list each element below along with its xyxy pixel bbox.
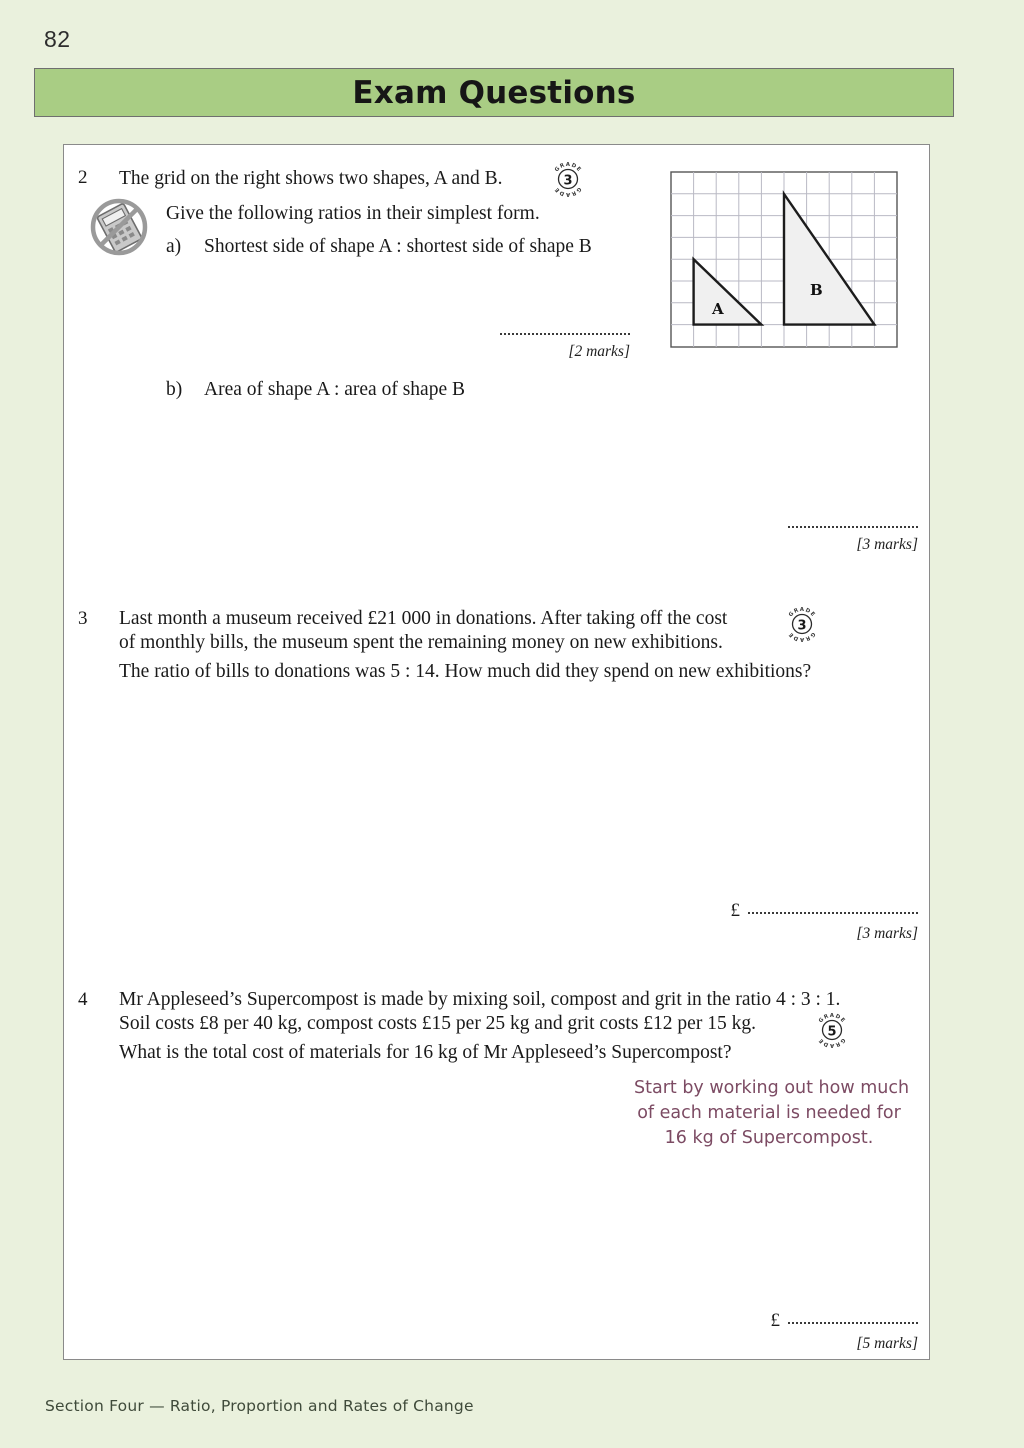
hint-line-1: Start by working out how much <box>634 1078 910 1098</box>
grade-badge-number-q2: 3 <box>563 173 573 189</box>
question-4-line-1: Mr Appleseed’s Supercompost is made by mixing soil, compost and grit in the ratio 4 : 3 : 1. <box>119 989 841 1010</box>
hint-line-2: of each material is needed for <box>637 1103 901 1123</box>
grade-badge-question-3 <box>782 604 822 644</box>
currency-symbol-q3: £ <box>730 900 740 921</box>
footer-section-label: Section Four — Ratio, Proportion and Rates of Change <box>45 1397 474 1415</box>
exam-questions-banner <box>34 68 954 117</box>
marks-q2a: [2 marks] <box>568 343 630 360</box>
question-3-number: 3 <box>78 608 88 629</box>
svg-text:GRADE <box>788 607 816 619</box>
page-title: Exam Questions <box>352 74 636 111</box>
marks-q4: [5 marks] <box>856 1335 918 1352</box>
question-3-line-1: Last month a museum received £21 000 in donations. After taking off the cost <box>119 608 728 629</box>
grade-badge-arc-top-q2: GRADE <box>553 161 583 174</box>
question-4-number: 4 <box>78 989 88 1010</box>
shapes-grid-figure <box>670 171 898 348</box>
page-number: 82 <box>44 26 71 52</box>
answer-dots-q3[interactable] <box>748 911 918 914</box>
svg-text:GRADE <box>554 162 582 174</box>
question-4-line-2: Soil costs £8 per 40 kg, compost costs £15 per 25 kg and grit costs £12 per 15 kg. <box>119 1013 756 1034</box>
question-4-line-3: What is the total cost of materials for 16 kg of Mr Appleseed’s Supercompost? <box>119 1042 732 1063</box>
grade-badge-question-2 <box>548 159 588 199</box>
grade-badge-number-q3: 3 <box>797 618 807 634</box>
grade-badge-arc-top-q3: GRADE <box>787 606 817 619</box>
question-2-part-b-label: b) <box>166 379 183 400</box>
grade-badge-arc-bottom-q4: GRADE <box>817 1036 847 1049</box>
grade-badge-arc-bottom-q2: GRADE <box>553 185 583 198</box>
question-2-line-2: Give the following ratios in their simplest form. <box>166 203 540 224</box>
question-2-line-1: The grid on the right shows two shapes, A and B. <box>119 168 503 189</box>
answer-line-q4[interactable] <box>762 1310 918 1353</box>
answer-line-q2b[interactable] <box>788 515 918 554</box>
question-3-line-2: of monthly bills, the museum spent the remaining money on new exhibitions. <box>119 632 723 653</box>
svg-text:GRADE <box>818 1013 846 1025</box>
answer-line-q3[interactable] <box>722 900 918 943</box>
no-calculator-icon <box>88 196 150 258</box>
question-2-part-a-label: a) <box>166 236 182 257</box>
shape-b-label: B <box>810 281 823 299</box>
question-2-part-a-text: Shortest side of shape A : shortest side of shape B <box>204 236 592 257</box>
question-2-part-b-text: Area of shape A : area of shape B <box>204 379 465 400</box>
answer-dots-q4[interactable] <box>788 1321 918 1324</box>
grade-badge-question-4 <box>812 1010 852 1050</box>
grade-badge-number-q4: 5 <box>827 1024 837 1040</box>
question-3-line-3: The ratio of bills to donations was 5 : 14. How much did they spend on new exhibitions? <box>119 661 812 682</box>
answer-dots-q2a[interactable] <box>500 332 630 335</box>
grade-badge-arc-bottom-q3: GRADE <box>787 630 817 643</box>
question-2-number: 2 <box>78 167 88 188</box>
grade-badge-arc-top-q4: GRADE <box>817 1012 847 1025</box>
marks-q2b: [3 marks] <box>856 536 918 553</box>
shape-a-label: A <box>712 300 724 318</box>
hint-line-3: 16 kg of Supercompost. <box>664 1128 874 1148</box>
answer-line-q2a[interactable] <box>500 322 630 361</box>
currency-symbol-q4: £ <box>770 1310 780 1331</box>
answer-dots-q2b[interactable] <box>788 525 918 528</box>
marks-q3: [3 marks] <box>856 925 918 942</box>
